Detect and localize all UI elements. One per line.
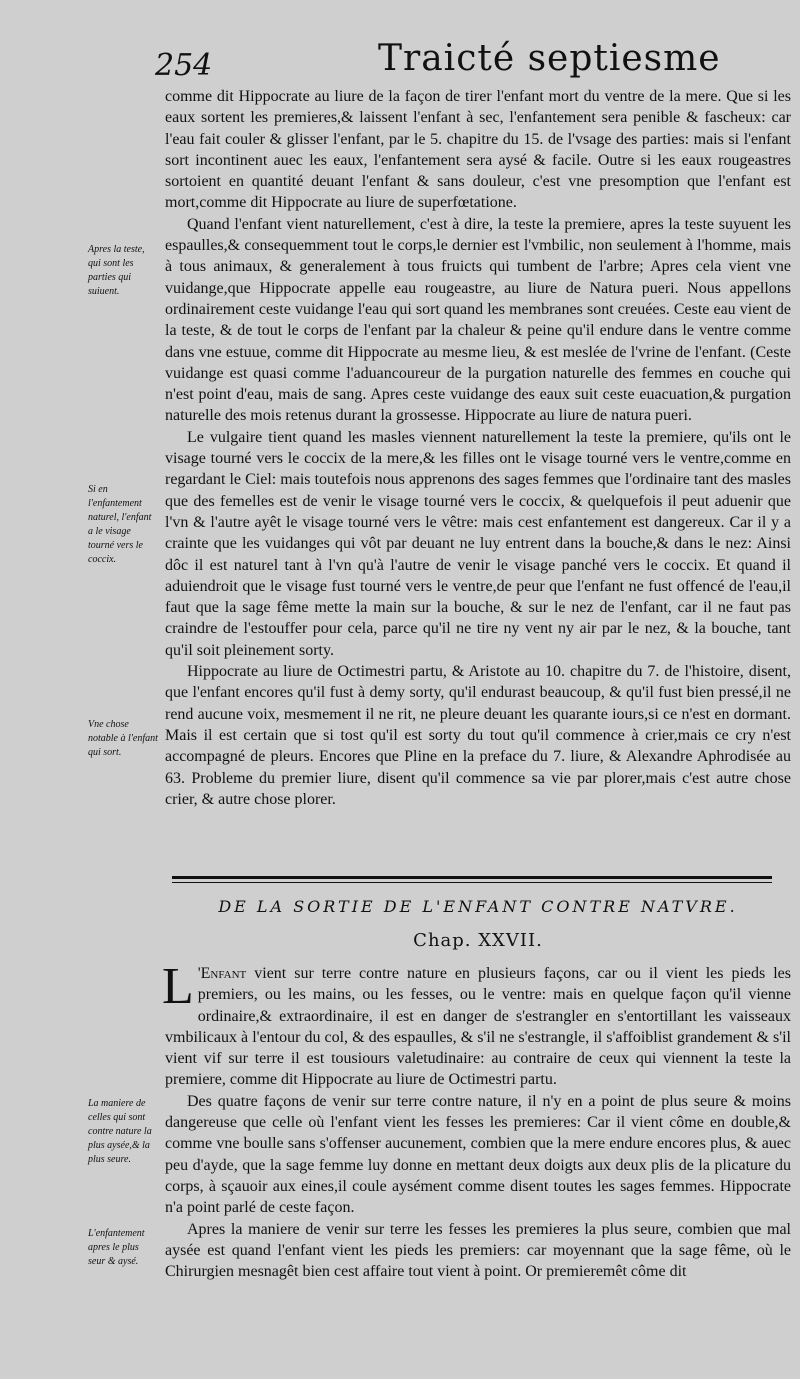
section-rule	[172, 876, 772, 879]
paragraph	[162, 958, 791, 1091]
margin-note-1: Apres la teste, qui sont les parties qui suiuent.	[88, 244, 145, 297]
paragraph: Apres la maniere de venir sur terre les fesses les premieres la plus seure, combien que mal aysée est quand l'enfant vient les pieds les premiers: car moyennant que la sage fême, où le Chirurgien mesnagêt bien cest affaire tout vient à point. Or premieremêt côme dit	[165, 1220, 791, 1281]
section-title: DE LA SORTIE DE L'ENFANT CONTRE NATVRE.	[218, 897, 738, 916]
margin-note-4: La maniere de celles qui sont contre nature la plus aysée,& la plus seure.	[88, 1098, 152, 1165]
margin-note-2: Si en l'enfantement naturel, l'enfant a le visage tourné vers le coccix.	[88, 484, 152, 565]
lead-word: 'Enfant	[197, 965, 247, 982]
paragraph-text: vient sur terre contre nature en plusieurs façons, car ou il vient les pieds les premiers, ou les mains, ou les fesses, ou le ventre: mais en quelque façon qu'il vienne ordinaire,& extraordinaire, il est en danger de s'estrangler en s'entortillant les vaisseaux vmbilicaux à l'entour du col, & des espaulles, & s'il ne s'estrangle, il s'affoiblist grandement & s'il vient vif sur terre il est tousiours valetudinaire: au contraire de ceux qui viennent la teste la premiere, comme dit Hippocrate au liure de Octimestri partu.	[165, 965, 791, 1089]
chapter-text	[162, 958, 791, 1282]
margin-note-3: Vne chose notable à l'enfant qui sort.	[88, 719, 158, 758]
chapter-heading: Chap. XXVII.	[413, 930, 543, 951]
drop-cap: L	[162, 958, 194, 1015]
running-title: Traicté septiesme	[378, 38, 721, 79]
paragraph: Des quatre façons de venir sur terre contre nature, il n'y en a point de plus seure & moins dangereuse que celle où l'enfant vient les fesses les premieres: Car il vient côme en double,& comme vne boulle sans s'offenser aucunement, combien que la mere endure encores plus, & auec peu d'ayde, que la sage femme luy donne en mettant deux doigts aux deux plis de la plicature du corps, à sçauoir aux eines,il coule aysément comme disent toutes les sages femmes. Hippocrate n'a point parlé de ceste façon.	[165, 1092, 791, 1217]
page-number: 254	[155, 48, 213, 83]
main-text	[165, 86, 791, 810]
paragraph: Le vulgaire tient quand les masles viennent naturellement la teste la premiere, qu'ils ont le visage tourné vers le coccix de la mere,& les filles ont le visage tourné vers le ventre,comme en regardant le Ciel: mais toutefois nous apprenons des sages femmes que l'ordinaire tant des masles que des femelles est de venir le visage tourné vers le coccix, & quelquefois il peut aduenir que l'vn & l'autre ayêt le visage tourné vers le vêtre: mais cest enfantement est dangereux. Car il y a crainte que les vuidanges qui vôt par deuant ne luy entrent dans la bouche,& dans le nez: Ainsi dôc il est naturel tant à l'vn qu'à l'autre de venir le visage panché vers le coccix. Et quand il aduiendroit que le visage fust tourné vers le ventre,de peur que l'enfant ne fust offencé de l'eau,il faut que la sage fême mette la main sur la bouche, & sur le nez de l'enfant, car il ne faut pas craindre de l'estouffer pour cela, parce qu'il ne tire ny vent ny air par le nez, & la bouche, tant qu'il soit pleinement sorty.	[165, 428, 791, 659]
section-rule-thin	[172, 882, 772, 883]
paragraph: comme dit Hippocrate au liure de la façon de tirer l'enfant mort du ventre de la mere. Que si les eaux sortent les premieres,& laissent l'enfant à sec, l'enfantement sera penible & fascheux: car l'eau fait couler & glisser l'enfant, par le 5. chapitre du 15. de l'vsage des parties: mais si l'enfant sort incontinent auec les eaux, l'enfantement sera aysé & facile. Outre si les eaux rougeastres sortoient en quantité deuant l'enfant & sans douleur, c'est vne presomption que l'enfant est mort,comme dit Hippocrate au liure de superfœtatione.	[165, 88, 791, 212]
margin-note-5: L'enfantement apres le plus seur & aysé.	[88, 1228, 145, 1267]
paragraph: Quand l'enfant vient naturellement, c'est à dire, la teste la premiere, apres la teste suyuent les espaulles,& consequemment tout le corps,le dernier est l'vmbilic, non seulement à l'homme, mais à tous animaux, & generalement à tous fruicts qui tumbent de l'arbre; Apres cela vient vne vuidange,que Hippocrate appelle eau rougeastre, au liure de Natura pueri. Nous appellons ordinairement ceste vuidange l'eau qui sort quand les membranes sont creuées. Ceste eau vient de la teste, & de tout le corps de l'enfant par la chaleur & peine qu'il endure dans le ventre comme dans vne estuue, comme dit Hippocrate au mesme lieu, & est meslée de l'vrine de l'enfant. (Ceste vuidange est quasi comme l'aduancoureur de la purgation naturelle des femmes en couche qui n'est point d'eau, mais de sang. Apres ceste vuidange des eaux suit ceste euacuation,& purgation naturelle des mois retenus durant la grossesse. Hippocrate au liure de natura pueri.	[165, 215, 791, 425]
paragraph: Hippocrate au liure de Octimestri partu, & Aristote au 10. chapitre du 7. de l'histoire, disent, que l'enfant encores qu'il fust à demy sorty, qu'il endurast beaucoup, & qu'il fust bien pressé,il ne rend aucune voix, mesmement il ne rit, ne pleure deuant les quarante iours,si ce n'est en dormant. Mais il est certain que si tost qu'il est sorty du tout qu'il commence à crier,mais ce cry n'est accompagné de pleurs. Encores que Pline en la preface du 7. liure, & Alexandre Aphrodisée au 63. Probleme du premier liure, disent qu'il commence sa vie par plorer,mais c'est autre chose crier, & autre chose plorer.	[165, 663, 791, 808]
